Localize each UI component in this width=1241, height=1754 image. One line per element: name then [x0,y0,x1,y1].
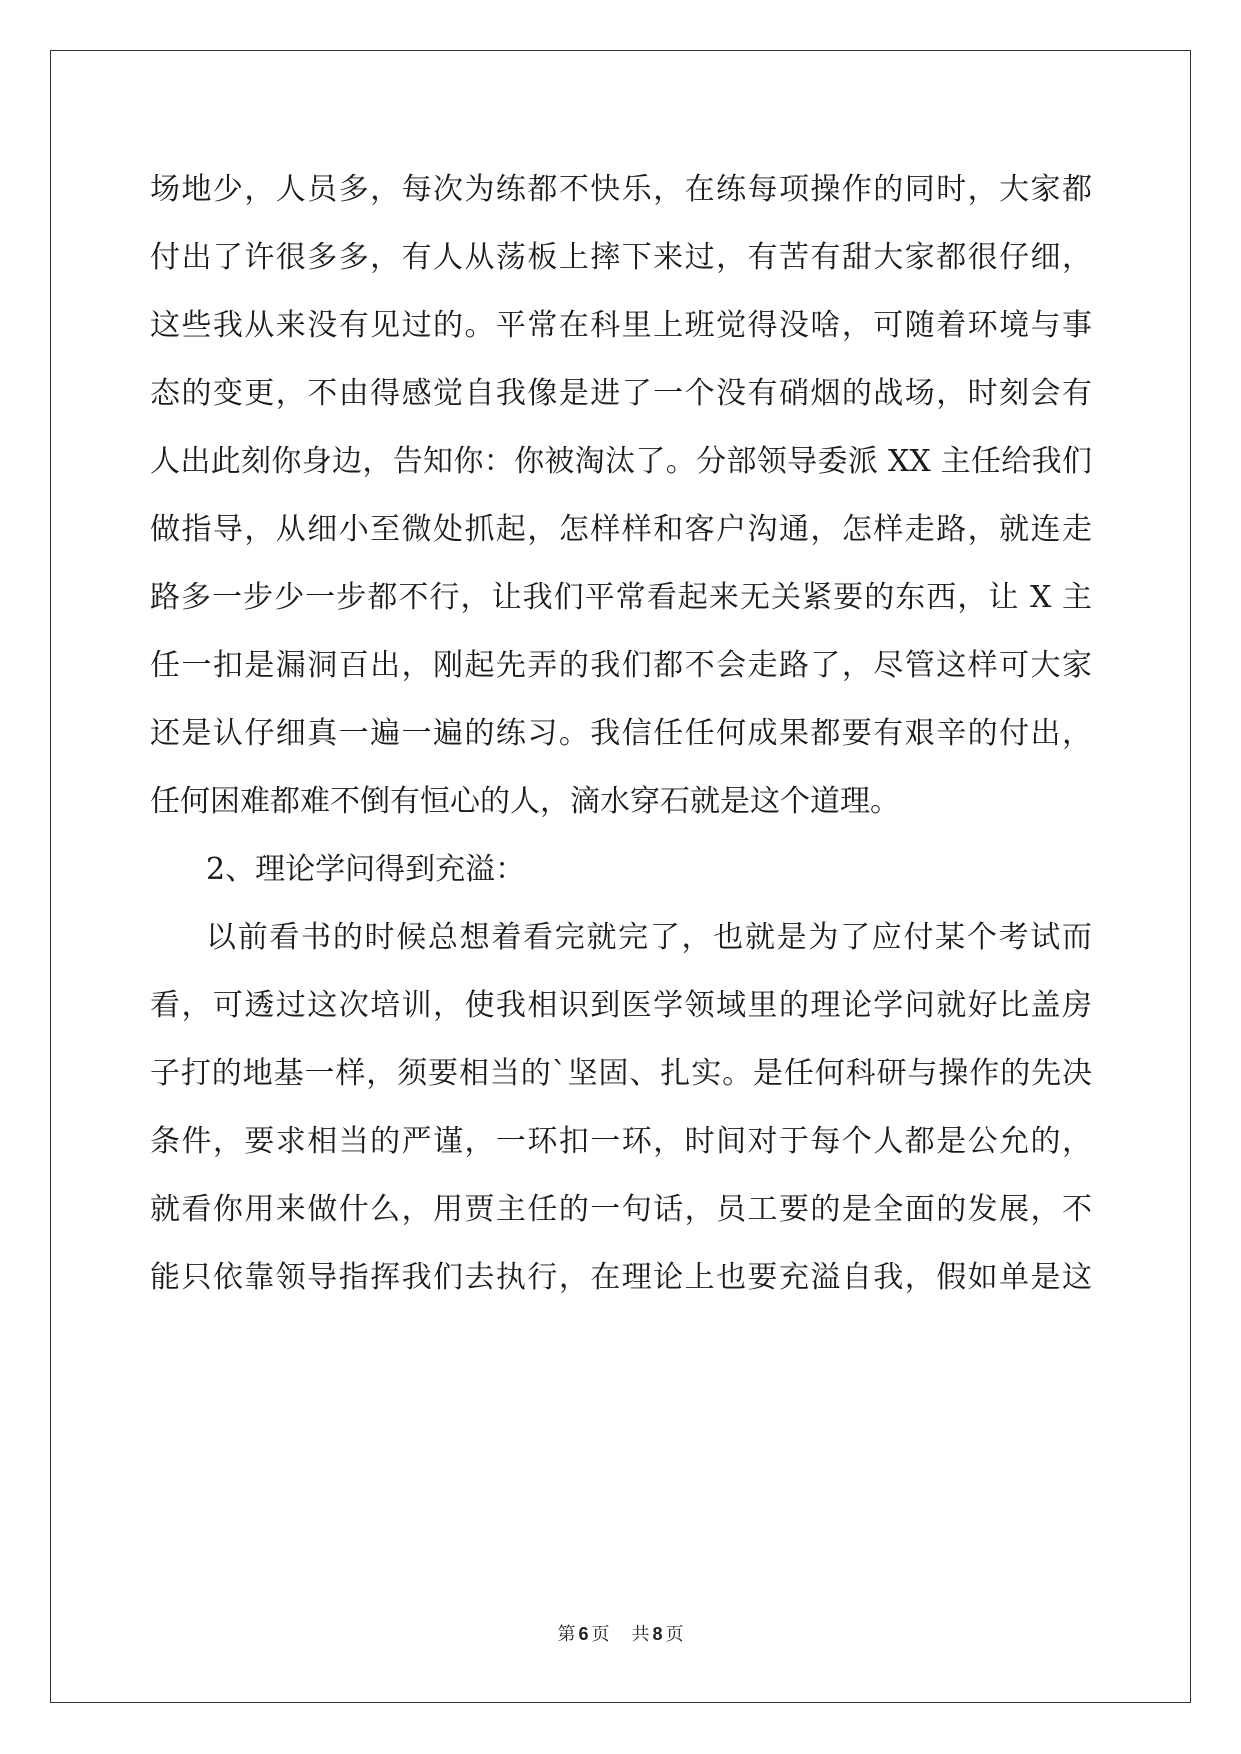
text-line: 场地少，人员多，每次为练都不快乐，在练每项操作的同时，大家都 [150,172,1092,207]
text-line: 能只依靠领导指挥我们去执行，在理论上也要充溢自我，假如单是这 [150,1260,1092,1295]
text-line: 子打的地基一样，须要相当的`坚固、扎实。是任何科研与操作的先决 [150,1056,1092,1091]
text-line: 以前看书的时候总想着看完就完了，也就是为了应付某个考试而 [206,920,1092,955]
page-footer [0,1620,1241,1646]
page-prefix: 第 [557,1624,576,1645]
text-line: 付出了许很多多，有人从荡板上摔下来过，有苦有甜大家都很仔细， [150,240,1092,275]
text-line: 人出此刻你身边，告知你：你被淘汰了。分部领导委派 XX 主任给我们 [150,444,1092,479]
total-suffix: 页 [665,1624,684,1645]
document-body [150,162,1092,1318]
total-pages: 8 [652,1624,663,1644]
text-line: 任一扣是漏洞百出，刚起先弄的我们都不会走路了，尽管这样可大家 [150,648,1092,683]
text-line: 看，可透过这次培训，使我相识到医学领域里的理论学问就好比盖房 [150,988,1092,1023]
text-line: 态的变更，不由得感觉自我像是进了一个没有硝烟的战场，时刻会有 [150,376,1092,411]
text-line: 任何困难都难不倒有恒心的人，滴水穿石就是这个道理。 [150,784,900,819]
page-number: 6 [578,1624,589,1644]
text-line: 这些我从来没有见过的。平常在科里上班觉得没啥，可随着环境与事 [150,308,1092,343]
page-suffix: 页 [591,1624,610,1645]
text-line: 条件，要求相当的严谨，一环扣一环，时间对于每个人都是公允的， [150,1124,1092,1159]
text-line: 路多一步少一步都不行，让我们平常看起来无关紧要的东西，让 X 主 [150,580,1092,615]
section-heading: 2、理论学问得到充溢： [206,852,526,887]
text-line: 做指导，从细小至微处抓起，怎样样和客户沟通，怎样走路，就连走 [150,512,1092,547]
total-prefix: 共 [631,1624,650,1645]
text-line: 就看你用来做什么，用贾主任的一句话，员工要的是全面的发展，不 [150,1192,1092,1227]
text-line: 还是认仔细真一遍一遍的练习。我信任任何成果都要有艰辛的付出， [150,716,1092,751]
